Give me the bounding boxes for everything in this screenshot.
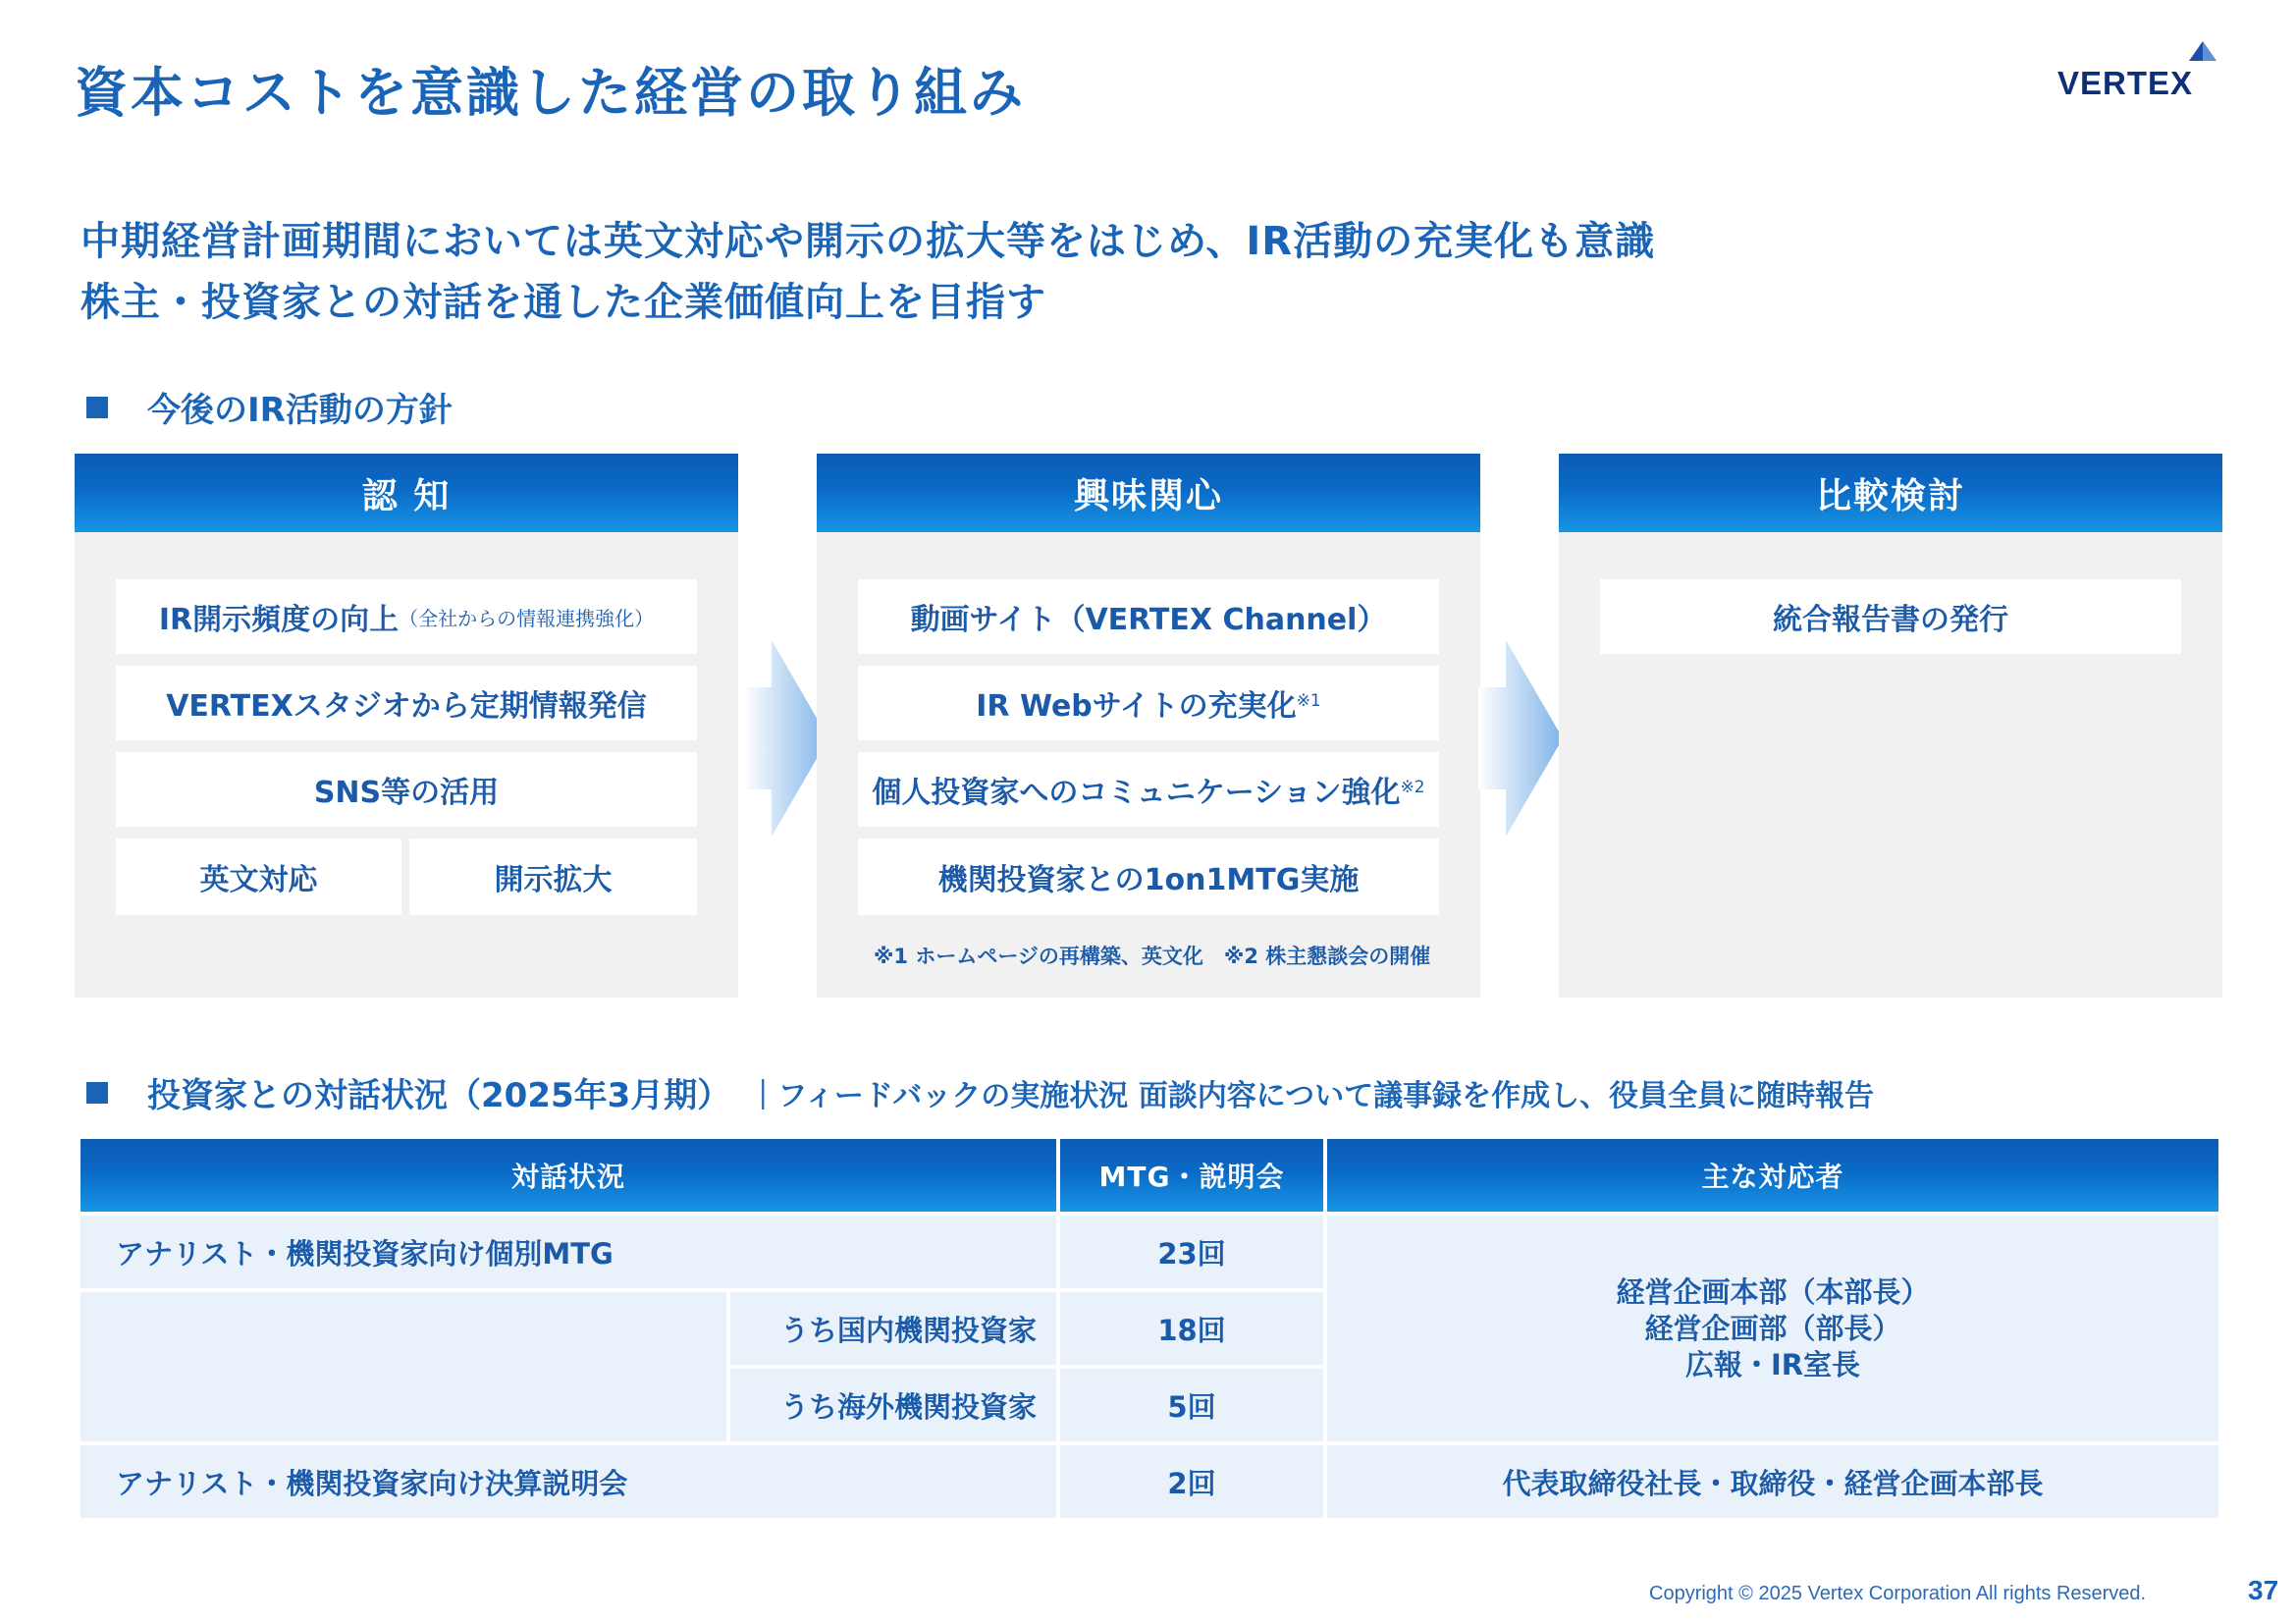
logo-text: VERTEX: [2057, 65, 2194, 101]
table-header-responders: 主な対応者: [1327, 1139, 2218, 1212]
footnote: ※1 ホームページの再構築、英文化 ※2 株主懇談会の開催: [874, 945, 1431, 968]
policy-item-text: IR Webサイトの充実化: [976, 689, 1297, 724]
column-header-interest: 興味関心: [817, 454, 1480, 532]
table-header-status: 対話状況: [80, 1139, 1056, 1212]
table-row-count: 18回: [1060, 1292, 1323, 1365]
table-row-count: 2回: [1060, 1445, 1323, 1518]
table-empty-cell: [80, 1292, 726, 1441]
column-header-awareness: 認 知: [75, 454, 738, 532]
policy-item: [116, 579, 697, 654]
policy-item: 開示拡大: [409, 839, 697, 915]
policy-item: 英文対応: [116, 839, 401, 915]
column-header-comparison: 比較検討: [1559, 454, 2222, 532]
dialogue-heading: [86, 1068, 1874, 1116]
policy-item-note: （全社からの情報連携強化）: [399, 606, 655, 630]
responder-line: 経営企画本部（本部長）: [1616, 1274, 1930, 1309]
table-row-label: アナリスト・機関投資家向け個別MTG: [80, 1216, 1056, 1288]
policy-item: SNS等の活用: [116, 752, 697, 827]
policy-item: VERTEXスタジオから定期情報発信: [116, 666, 697, 740]
table-responders-cell: 代表取締役社長・取締役・経営企画本部長: [1327, 1445, 2218, 1518]
footnote-marker: ※2: [1400, 778, 1425, 797]
lead-line-2: 株主・投資家との対話を通した企業価値向上を目指す: [80, 280, 1046, 325]
arrow-right-icon: [1478, 640, 1563, 837]
square-bullet-icon: [86, 397, 108, 418]
page-title: 資本コストを意識した経営の取り組み: [75, 62, 1026, 124]
table-row-count: 23回: [1060, 1216, 1323, 1288]
ir-policy-heading: [86, 383, 453, 431]
policy-item: 統合報告書の発行: [1600, 579, 2181, 654]
table-responders-cell: [1327, 1216, 2218, 1441]
vertex-logo: [2057, 41, 2244, 100]
policy-item: [858, 666, 1439, 740]
responder-line: 経営企画部（部長）: [1644, 1311, 1901, 1345]
responder-line: 広報・IR室長: [1684, 1347, 1861, 1381]
copyright: Copyright © 2025 Vertex Corporation All rights Reserved.: [1649, 1583, 2147, 1604]
table-row-count: 5回: [1060, 1369, 1323, 1441]
dialogue-note: ｜フィードバックの実施状況 面談内容について議事録を作成し、役員全員に随時報告: [748, 1078, 1875, 1113]
policy-item: [858, 752, 1439, 827]
page-number: 37: [2248, 1575, 2279, 1605]
table-header-count: MTG・説明会: [1060, 1139, 1323, 1212]
square-bullet-icon: [86, 1082, 108, 1104]
dialogue-heading-text: 投資家との対話状況（2025年3月期）: [147, 1076, 731, 1115]
policy-item: 機関投資家との1on1MTG実施: [858, 839, 1439, 915]
footnote-marker: ※1: [1296, 691, 1321, 711]
policy-item-text: IR開示頻度の向上: [158, 603, 400, 637]
ir-policy-heading-text: 今後のIR活動の方針: [147, 391, 453, 430]
table-row-label: うち国内機関投資家: [730, 1292, 1056, 1365]
table-row-label: うち海外機関投資家: [730, 1369, 1056, 1441]
policy-item: 動画サイト（VERTEX Channel）: [858, 579, 1439, 654]
lead-line-1: 中期経営計画期間においては英文対応や開示の拡大等をはじめ、IR活動の充実化も意識: [80, 219, 1656, 264]
table-row-label: アナリスト・機関投資家向け決算説明会: [80, 1445, 1056, 1518]
policy-item-text: 個人投資家へのコミュニケーション強化: [872, 776, 1401, 810]
